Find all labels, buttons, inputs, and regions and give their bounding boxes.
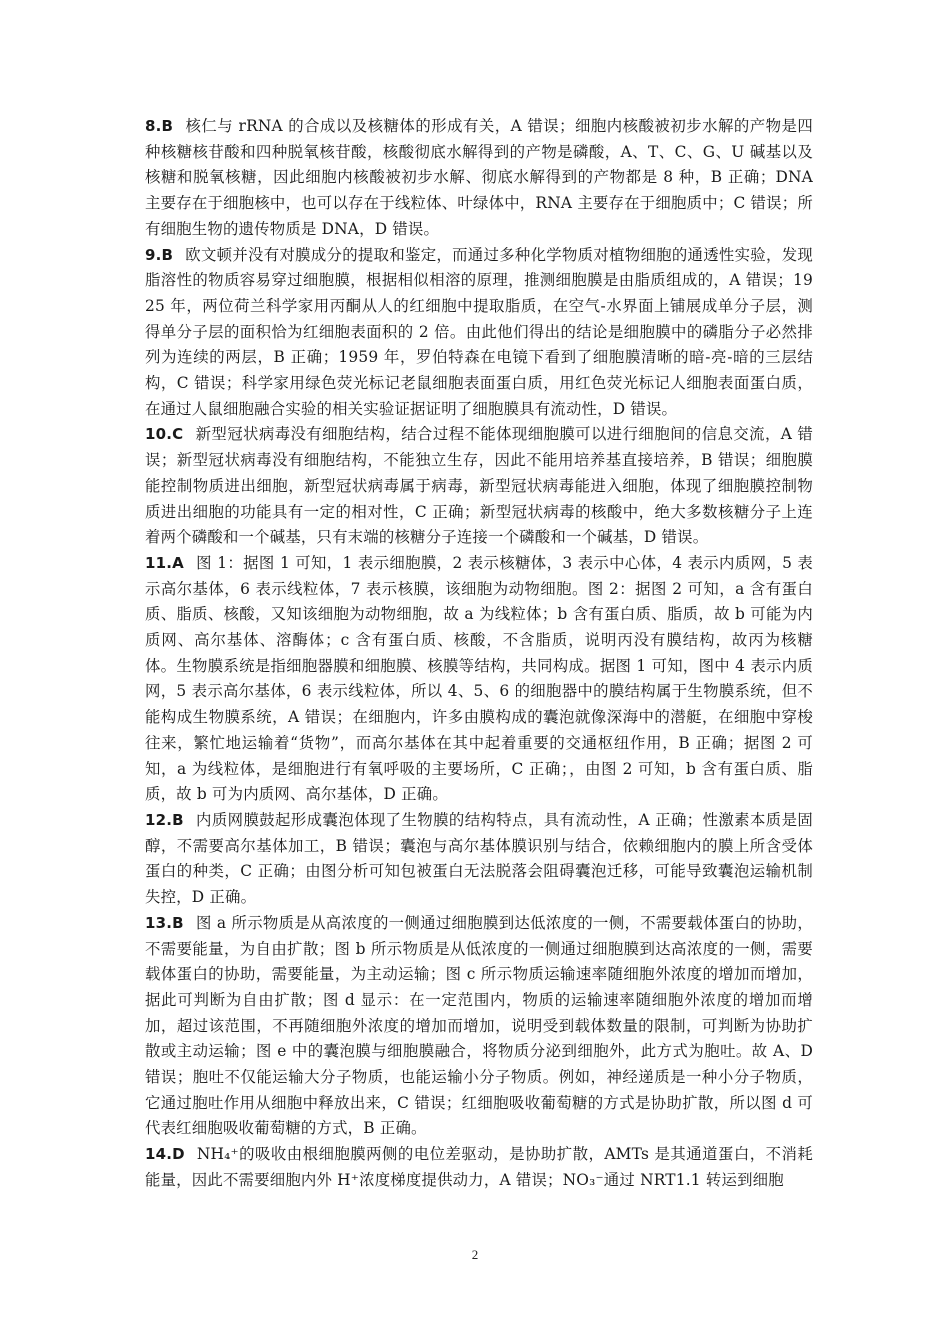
answer-explanations bbox=[145, 114, 813, 1194]
question-number: 12.B bbox=[145, 810, 184, 829]
answer-text: NH₄⁺的吸收由根细胞膜两侧的电位差驱动，是协助扩散，AMTs 是其通道蛋白，不消耗能量，因此不需要细胞内外 H⁺浓度梯度提供动力，A 错误；NO₃⁻通过 NRT1.1 转运到细胞 bbox=[145, 1145, 813, 1189]
answer-text: 核仁与 rRNA 的合成以及核糖体的形成有关，A 错误；细胞内核酸被初步水解的产物是四种核糖核苷酸和四种脱氧核苷酸，核酸彻底水解得到的产物是磷酸，A、T、C、G、U 碱基以及核糖和脱氧核糖，因此细胞内核酸被初步水解、彻底水解得到的产物都是 8 种，B 正确；DNA 主要存在于细胞核中，也可以存在于线粒体、叶绿体中，RNA 主要存在于细胞质中；C 错误；所有细胞生物的遗传物质是 DNA，D 错误。 bbox=[145, 117, 813, 238]
question-number: 8.B bbox=[145, 117, 174, 135]
question-number: 11.A bbox=[145, 553, 184, 572]
answer-13 bbox=[145, 911, 813, 1142]
answer-text: 图 a 所示物质是从高浓度的一侧通过细胞膜到达低浓度的一侧，不需要载体蛋白的协助，不需要能量，为自由扩散；图 b 所示物质是从低浓度的一侧通过细胞膜到达高浓度的一侧，需要载体蛋白的协助，需要能量，为主动运输；图 c 所示物质运输速率随细胞外浓度的增加而增加，据此可判断为自由扩散；图 d 显示：在一定范围内，物质的运输速率随细胞外浓度的增加而增加，超过该范围，不再随细胞外浓度的增加而增加，说明受到载体数量的限制，可判断为协助扩散或主动运输；图 e 中的囊泡膜与细胞膜融合，将物质分泌到细胞外，此方式为胞吐。故 A、D 错误；胞吐不仅能运输大分子物质，也能运输小分子物质。例如，神经递质是一种小分子物质，它通过胞吐作用从细胞中释放出来，C 错误；红细胞吸收葡萄糖的方式是协助扩散，所以图 d 可代表红细胞吸收葡萄糖的方式，B 正确。 bbox=[145, 913, 813, 1138]
answer-text: 图 1：据图 1 可知，1 表示细胞膜，2 表示核糖体，3 表示中心体，4 表示内质网，5 表示高尔基体，6 表示线粒体，7 表示核膜，该细胞为动物细胞。图 2：据图 2 可知，a 含有蛋白质、脂质、核酸，又知该细胞为动物细胞，故 a 为线粒体；b 含有蛋白质、脂质，故 b 可能为内质网、高尔基体、溶酶体；c 含有蛋白质、核酸，不含脂质，说明丙没有膜结构，故丙为核糖体。生物膜系统是指细胞器膜和细胞膜、核膜等结构，共同构成。据图 1 可知，图中 4 表示内质网，5 表示高尔基体，6 表示线粒体，所以 4、5、6 的细胞器中的膜结构属于生物膜系统，但不能构成生物膜系统，A 错误；在细胞内，许多由膜构成的囊泡就像深海中的潜艇，在细胞中穿梭往来，繁忙地运输着“货物”，而高尔基体在其中起着重要的交通枢纽作用，B 正确；据图 2 可知，a 为线粒体，是细胞进行有氧呼吸的主要场所，C 正确；，由图 2 可知，b 含有蛋白质、脂质，故 b 可为内质网、高尔基体，D 正确。 bbox=[145, 553, 813, 804]
question-number: 13.B bbox=[145, 913, 184, 932]
answer-11 bbox=[145, 551, 813, 808]
answer-text: 新型冠状病毒没有细胞结构，结合过程不能体现细胞膜可以进行细胞间的信息交流，A 错误；新型冠状病毒没有细胞结构，不能独立生存，因此不能用培养基直接培养，B 错误；细胞膜能控制物质进出细胞，新型冠状病毒属于病毒，新型冠状病毒能进入细胞，体现了细胞膜控制物质进出细胞的功能具有一定的相对性，C 正确；新型冠状病毒的核酸中，绝大多数核糖分子上连着两个磷酸和一个碱基，只有末端的核糖分子连接一个磷酸和一个碱基，D 错误。 bbox=[145, 425, 813, 547]
answer-14 bbox=[145, 1142, 813, 1193]
answer-10 bbox=[145, 422, 813, 551]
question-number: 10.C bbox=[145, 425, 184, 444]
answer-text: 内质网膜鼓起形成囊泡体现了生物膜的结构特点，具有流动性，A 正确；性激素本质是固醇，不需要高尔基体加工，B 错误；囊泡与高尔基体膜识别与结合，依赖细胞内的膜上所含受体蛋白的种类，C 正确；由图分析可知包被蛋白无法脱落会阻碍囊泡迁移，可能导致囊泡运输机制失控，D 正确。 bbox=[145, 810, 813, 907]
question-number: 14.D bbox=[145, 1145, 185, 1164]
page-number: 2 bbox=[471, 1247, 479, 1262]
answer-8 bbox=[145, 114, 813, 243]
answer-9 bbox=[145, 243, 813, 423]
answer-12 bbox=[145, 808, 813, 911]
answer-text: 欧文顿并没有对膜成分的提取和鉴定，而通过多种化学物质对植物细胞的通透性实验，发现脂溶性的物质容易穿过细胞膜，根据相似相溶的原理，推测细胞膜是由脂质组成的，A 错误；1925 年，两位荷兰科学家用丙酮从人的红细胞中提取脂质，在空气-水界面上铺展成单分子层，测得单分子层的面积恰为红细胞表面积的 2 倍。由此他们得出的结论是细胞膜中的磷脂分子必然排列为连续的两层，B 正确；1959 年，罗伯特森在电镜下看到了细胞膜清晰的暗-亮-暗的三层结构，C 错误；科学家用绿色荧光标记老鼠细胞表面蛋白质，用红色荧光标记人细胞表面蛋白质，在通过人鼠细胞融合实验的相关实验证据证明了细胞膜具有流动性，D 错误。 bbox=[145, 245, 813, 418]
question-number: 9.B bbox=[145, 245, 174, 264]
